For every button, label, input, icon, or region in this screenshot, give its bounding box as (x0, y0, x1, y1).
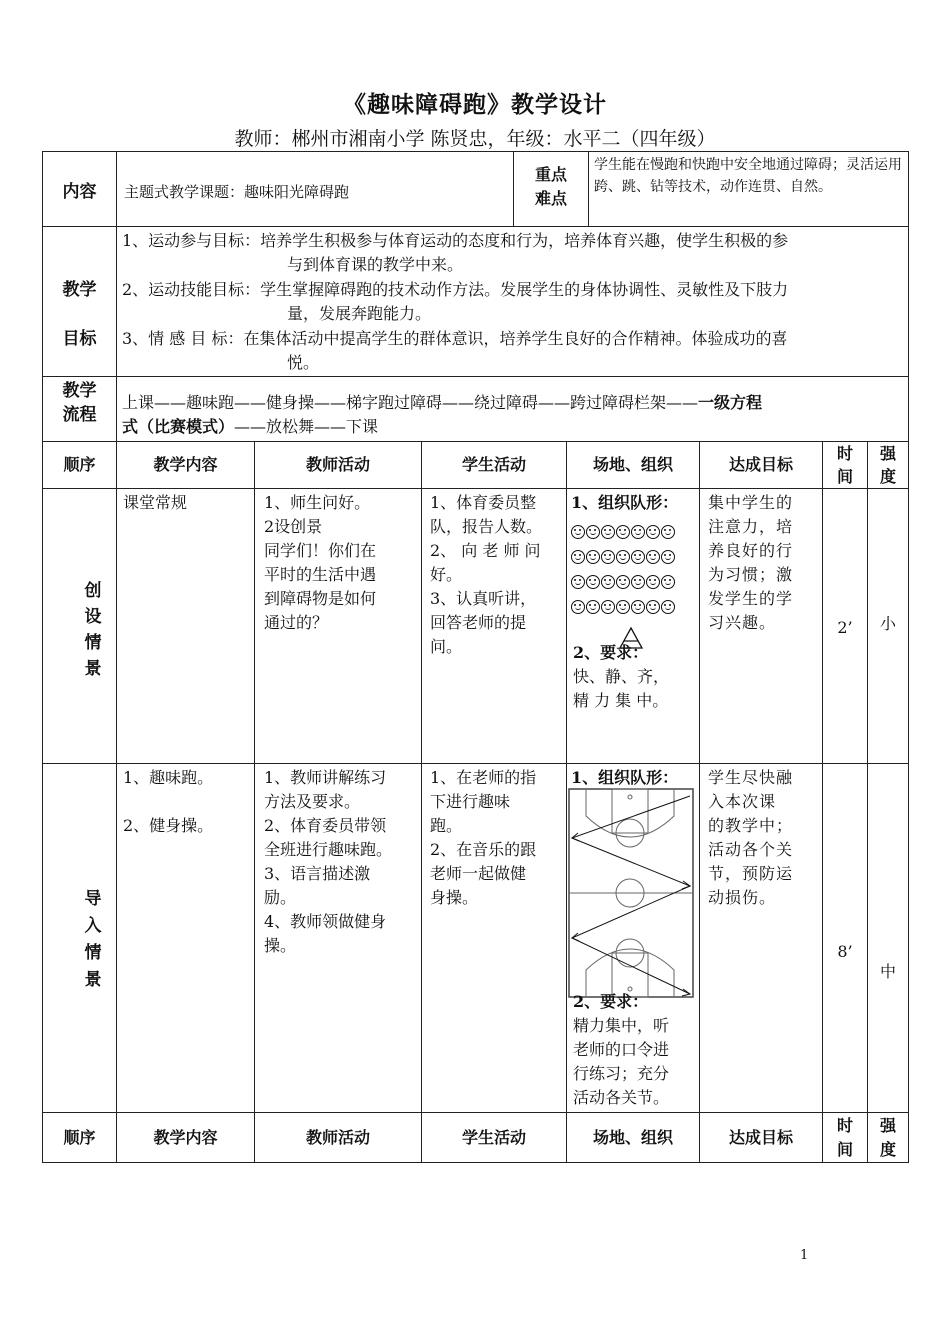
goal-2-head: 2、运动技能目标：学生掌握障碍跑的技术动作方法。发展学生的身体协调性、灵敏性及下肢力 (122, 280, 789, 299)
section2-label-char: 导 (84, 889, 102, 909)
section2-label-char: 情 (84, 943, 102, 963)
section2-student (430, 766, 565, 910)
student-smiley-icon (661, 525, 675, 539)
student-smiley-icon (646, 600, 660, 614)
section2-time: 8’ (837, 942, 853, 961)
text-line: 老师的口令进 (573, 1040, 670, 1059)
header-goal: 达成目标 (728, 1128, 793, 1147)
text-line: 方法及要求。 (264, 792, 361, 811)
text-line: 2、在音乐的跟 (430, 840, 537, 859)
text-line: 平时的生活中遇 (264, 565, 377, 584)
document-title: 《趣味障碍跑》教学设计 (343, 91, 607, 118)
text-line: 1、在老师的指 (430, 768, 537, 787)
text-line: 好。 (430, 565, 463, 584)
section2-content (123, 766, 253, 838)
student-smiley-icon (631, 550, 645, 564)
student-smiley-icon (586, 600, 600, 614)
student-smiley-icon (646, 575, 660, 589)
text-line: 3、语言描述激 (264, 864, 371, 883)
text-line: 队，报告人数。 (430, 517, 543, 536)
student-smiley-icon (616, 575, 630, 589)
text-line: 的教学中； (708, 816, 794, 835)
student-smiley-icon (661, 550, 675, 564)
header-time-2: 间 (836, 1140, 853, 1159)
text-line: 通过的？ (264, 613, 329, 632)
student-smiley-icon (631, 575, 645, 589)
student-smiley-icon (661, 575, 675, 589)
text-line: 2、体育委员带领 (264, 816, 387, 835)
section2-label-char: 景 (84, 970, 102, 990)
text-line: 操。 (264, 936, 297, 955)
content-label: 内容 (62, 182, 97, 202)
header-intensity-1: 强 (879, 1116, 896, 1135)
text-line: 3、认真听讲， (430, 589, 537, 608)
text-line: 4、教师领做健身 (264, 912, 387, 931)
section1-intensity: 小 (879, 614, 896, 633)
smiley-row (571, 518, 699, 543)
org-requirement: 2、要求： (573, 992, 649, 1011)
student-smiley-icon (571, 550, 585, 564)
student-smiley-icon (631, 525, 645, 539)
header-venue: 场地、组织 (592, 455, 673, 474)
text-line: 为习惯；激 (708, 565, 794, 584)
text-line: 节，预防运 (708, 864, 794, 883)
flow-label-2: 流程 (62, 405, 97, 425)
header-teacher: 教师活动 (305, 1128, 370, 1147)
text-line: 1、体育委员整 (430, 493, 537, 512)
text-line: 精 力 集 中。 (573, 691, 669, 710)
text-line (123, 790, 253, 814)
student-smiley-icon (601, 575, 615, 589)
flow-label-1: 教学 (62, 381, 97, 401)
focus-text: 学生能在慢跑和快跑中安全地通过障碍；灵活运用跨、跳、钻等技术，动作连贯、自然。 (594, 157, 902, 195)
flow-line-2 (122, 415, 906, 439)
goal-3-tail: 悦。 (287, 353, 320, 372)
goal-1-head: 1、运动参与目标：培养学生积极参与体育运动的态度和行为，培养体育兴趣，使学生积极的参 (122, 231, 789, 250)
text-line: 集中学生的 (708, 493, 794, 512)
student-smiley-icon (571, 600, 585, 614)
text-line: 下进行趣味 (430, 792, 511, 811)
section1-label (43, 578, 143, 682)
text-line: 身操。 (430, 888, 479, 907)
text-line: 活动各个关 (708, 840, 794, 859)
org-title: 1、组织队形： (571, 768, 679, 787)
text-line: 全班进行趣味跑。 (264, 840, 393, 859)
text-line: 精力集中，听 (573, 1016, 670, 1035)
text-line: 到障碍物是如何 (264, 589, 377, 608)
student-smiley-icon (586, 550, 600, 564)
header-venue: 场地、组织 (592, 1128, 673, 1147)
section1-label-char: 设 (84, 607, 102, 627)
document-subtitle: 教师：郴州市湘南小学 陈贤忠，年级：水平二（四年级） (234, 128, 716, 150)
flow-text-bold: 一级方程 (698, 393, 763, 412)
section1-teacher (264, 491, 419, 635)
header-goal: 达成目标 (728, 455, 793, 474)
text-line: 行练习；充分 (573, 1064, 670, 1083)
student-smiley-icon (571, 525, 585, 539)
section2-venue (571, 766, 699, 1112)
student-smiley-icon (646, 525, 660, 539)
text-line: 励。 (264, 888, 297, 907)
flow-line-1 (122, 391, 906, 415)
text-line: 学生尽快融 (708, 768, 794, 787)
text-line: 老师一起做健 (430, 864, 527, 883)
header-order: 顺序 (63, 1128, 96, 1147)
text-line: 同学们！你们在 (264, 541, 377, 560)
section1-label-char: 景 (84, 659, 102, 679)
section1-label-char: 情 (84, 633, 102, 653)
section1-venue (571, 491, 699, 710)
goals-label-1: 教学 (62, 280, 97, 300)
formation-smileys (571, 518, 699, 618)
text-line: 回答老师的提 (430, 613, 527, 632)
text-line: 快、静、齐， (573, 667, 670, 686)
flow-text-2-bold: 式（比赛模式） (122, 417, 235, 436)
focus-label-1: 重点 (534, 165, 567, 184)
header-content: 教学内容 (153, 1128, 218, 1147)
text-line: 发学生的学 (708, 589, 794, 608)
content-topic: 主题式教学课题：趣味阳光障碍跑 (124, 183, 350, 201)
student-smiley-icon (661, 600, 675, 614)
header-time-2: 间 (836, 467, 853, 486)
smiley-row (571, 543, 699, 568)
smiley-row (571, 593, 699, 618)
text-line: 习兴趣。 (708, 613, 777, 632)
header-time-1: 时 (836, 444, 853, 463)
section2-teacher (264, 766, 421, 958)
student-smiley-icon (586, 525, 600, 539)
text-line: 跑。 (430, 816, 463, 835)
student-smiley-icon (601, 525, 615, 539)
flow-text-1: 上课——趣味跑——健身操——梯字跑过障碍——绕过障碍——跨过障碍栏架—— (122, 393, 699, 412)
student-smiley-icon (646, 550, 660, 564)
header-intensity-2: 度 (879, 1140, 896, 1159)
org-requirement-text (573, 665, 697, 713)
flow-text-2: ——放松舞——下课 (234, 417, 379, 436)
student-smiley-icon (571, 575, 585, 589)
section2-goal (708, 766, 820, 910)
header-student: 学生活动 (461, 455, 526, 474)
text-line: 动损伤。 (708, 888, 777, 907)
text-line: 2、 向 老 师 问 (430, 541, 541, 560)
section1-content: 课堂常规 (123, 493, 188, 512)
section2-intensity: 中 (879, 962, 896, 981)
smiley-row (571, 568, 699, 593)
goals-label-2: 目标 (62, 329, 97, 349)
text-line: 2、健身操。 (123, 816, 214, 835)
basketball-court-diagram-icon (568, 788, 696, 1000)
text-line: 1、趣味跑。 (123, 768, 214, 787)
header-teacher: 教师活动 (305, 455, 370, 474)
org-requirement: 2、要求： (573, 643, 649, 662)
header-time-1: 时 (836, 1116, 853, 1135)
text-line: 入本次课 (708, 792, 777, 811)
section1-student (430, 491, 565, 659)
student-smiley-icon (586, 575, 600, 589)
page-number: 1 (800, 1248, 809, 1263)
header-order: 顺序 (63, 455, 96, 474)
focus-label-2: 难点 (534, 189, 567, 208)
goal-3-head: 3、情 感 目 标：在集体活动中提高学生的群体意识，培养学生良好的合作精神。体验成功的喜 (122, 329, 788, 348)
text-line: 养良好的行 (708, 541, 794, 560)
student-smiley-icon (601, 550, 615, 564)
text-line: 1、师生问好。 (264, 493, 371, 512)
section2-label (43, 886, 143, 994)
text-line: 注意力，培 (708, 517, 794, 536)
student-smiley-icon (631, 600, 645, 614)
header-intensity-1: 强 (879, 444, 896, 463)
text-line: 问。 (430, 637, 463, 656)
text-line: 2设创景 (264, 517, 323, 536)
student-smiley-icon (616, 600, 630, 614)
header-intensity-2: 度 (879, 467, 896, 486)
section1-goal (708, 491, 820, 635)
text-line: 活动各关节。 (573, 1088, 670, 1107)
goal-2-tail: 量，发展奔跑能力。 (287, 304, 432, 323)
goal-1-tail: 与到体育课的教学中来。 (287, 255, 464, 274)
student-smiley-icon (616, 550, 630, 564)
org-title: 1、组织队形： (571, 493, 679, 512)
student-smiley-icon (601, 600, 615, 614)
header-content: 教学内容 (153, 455, 218, 474)
text-line: 1、教师讲解练习 (264, 768, 387, 787)
org-requirement-text (573, 1014, 699, 1110)
section2-label-char: 入 (84, 916, 102, 936)
section1-time: 2’ (837, 618, 853, 637)
student-smiley-icon (616, 525, 630, 539)
section1-label-char: 创 (84, 581, 102, 601)
header-student: 学生活动 (461, 1128, 526, 1147)
